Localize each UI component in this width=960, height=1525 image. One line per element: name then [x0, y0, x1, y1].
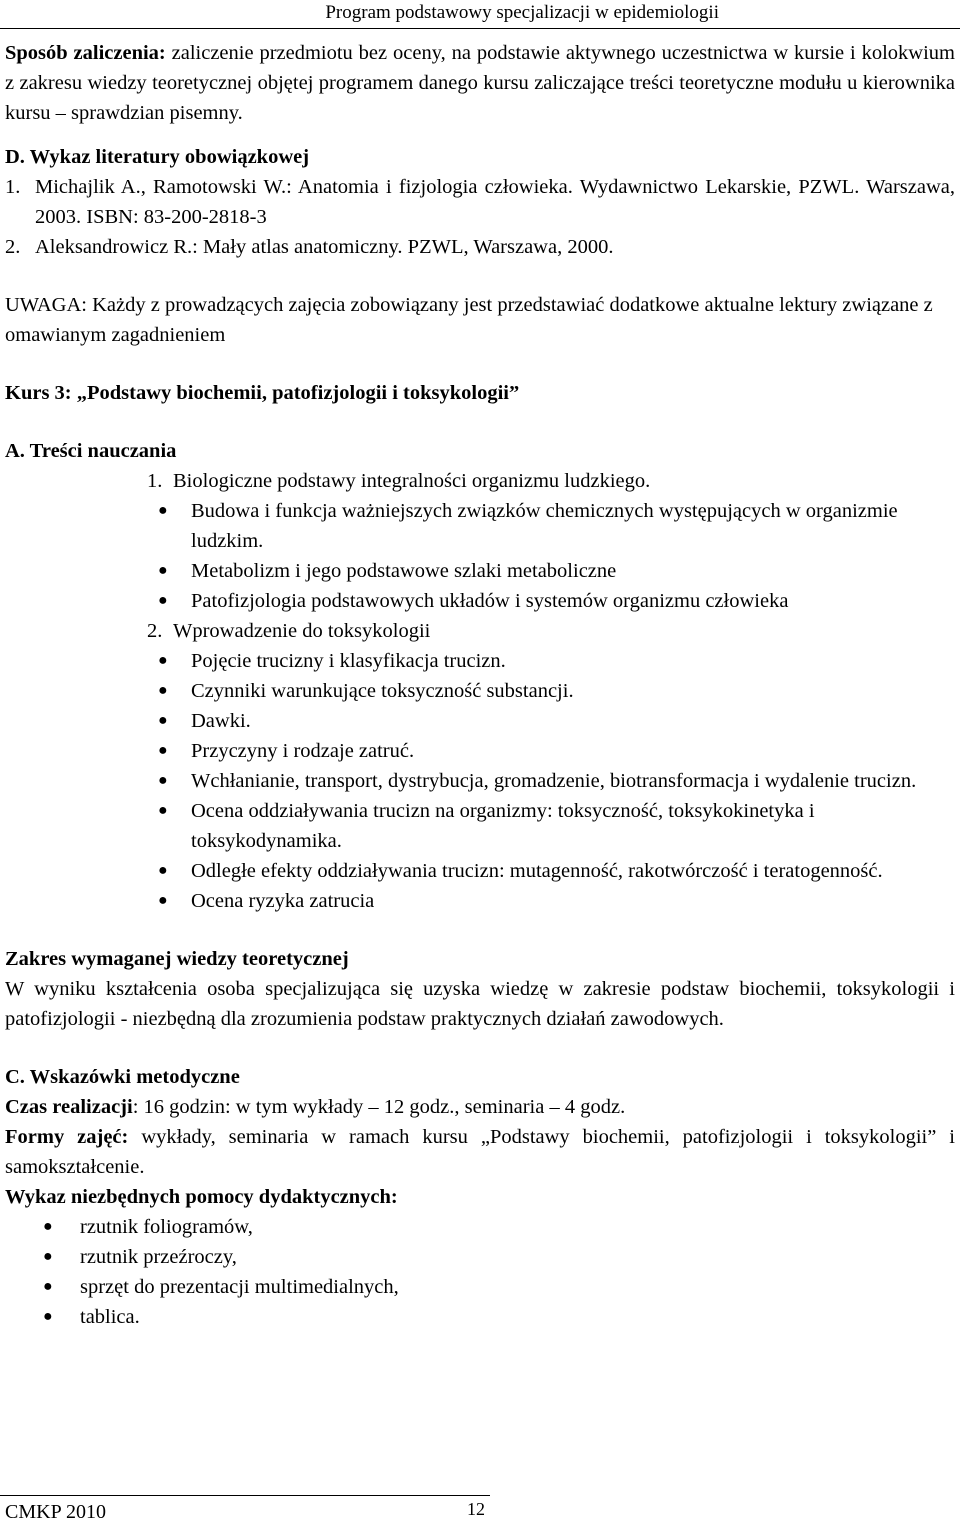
list-item: ● sprzęt do prezentacji multimedialnych,: [5, 1272, 955, 1302]
footer-label: CMKP 2010: [5, 1501, 106, 1523]
list-item: ● tablica.: [5, 1302, 955, 1332]
bullet-icon: ●: [158, 742, 168, 759]
list-item: ● Patofizjologia podstawowych układów i systemów organizmu człowieka: [5, 586, 955, 616]
list-item: ● rzutnik foliogramów,: [5, 1212, 955, 1242]
list-item: ● Budowa i funkcja ważniejszych związków chemicznych występujących w organizmie ludzkim.: [5, 496, 955, 556]
header-rule: [0, 28, 960, 29]
footer-rule: [0, 1495, 490, 1496]
running-header: [0, 0, 960, 26]
literature-heading: D. Wykaz literatury obowiązkowej: [5, 146, 310, 168]
list-item: ● Pojęcie trucizny i klasyfikacja trucizn.: [5, 646, 955, 676]
course-title: Kurs 3: „Podstawy biochemii, patofizjologii i toksykologii”: [5, 382, 520, 404]
aids-heading: Wykaz niezbędnych pomocy dydaktycznych:: [5, 1186, 398, 1208]
list-item: ● Przyczyny i rodzaje zatruć.: [5, 736, 955, 766]
list-item: ● Ocena ryzyka zatrucia: [5, 886, 955, 916]
methods-heading: C. Wskazówki metodyczne: [5, 1066, 240, 1088]
section-bullets: [5, 496, 955, 616]
bullet-icon: ●: [158, 712, 168, 729]
note-paragraph: UWAGA: Każdy z prowadzących zajęcia zobowiązany jest przedstawiać dodatkowe aktualne lektury związane z omawianym zagadnieniem: [5, 294, 933, 346]
aids-list: [5, 1212, 955, 1332]
literature-item: 1. Michajlik A., Ramotowski W.: Anatomia i fizjologia człowieka. Wydawnictwo Lekarskie, PZWL. Warszawa, 2003. ISBN: 83-200-2818-3: [5, 176, 955, 228]
literature-item: 2. Aleksandrowicz R.: Mały atlas anatomiczny. PZWL, Warszawa, 2000.: [5, 236, 614, 258]
knowledge-text: W wyniku kształcenia osoba specjalizująca się uzyska wiedzę w zakresie podstaw biochemii, toksykologii i patofizjologii - niezbędną dla zrozumienia podstaw praktycznych działań zawodowych.: [5, 978, 955, 1030]
list-item: ● Wchłanianie, transport, dystrybucja, gromadzenie, biotransformacja i wydalenie trucizn.: [5, 766, 955, 796]
bullet-icon: ●: [158, 652, 168, 669]
passing-text: zaliczenie przedmiotu bez oceny, na podstawie aktywnego uczestnictwa w kursie i kolokwium z zakresu wiedzy teoretycznej objętej programem danego kursu zaliczające treści teoretyczne modułu u kierownika kursu – sprawdzian pisemny.: [5, 42, 955, 124]
bullet-icon: ●: [158, 562, 168, 579]
running-title: Program podstawowy specjalizacji w epidemiologii: [325, 2, 719, 23]
list-item: ● Metabolizm i jego podstawowe szlaki metaboliczne: [5, 556, 955, 586]
list-item: ● Ocena oddziaływania trucizn na organizmy: toksyczność, toksykokinetyka i toksykodynamika.: [5, 796, 955, 856]
page-number: 12: [467, 1499, 485, 1519]
literature-list: [5, 172, 955, 262]
section-title: 1. Biologiczne podstawy integralności organizmu ludzkiego.: [147, 470, 651, 492]
bullet-icon: ●: [158, 772, 168, 789]
list-item: ● rzutnik przeźroczy,: [5, 1242, 955, 1272]
knowledge-heading: Zakres wymaganej wiedzy teoretycznej: [5, 948, 349, 970]
bullet-icon: ●: [43, 1278, 53, 1295]
passing-label: Sposób zaliczenia:: [5, 42, 166, 64]
section-bullets: [5, 646, 955, 916]
bullet-icon: ●: [43, 1218, 53, 1235]
bullet-icon: ●: [158, 862, 168, 879]
bullet-icon: ●: [43, 1308, 53, 1325]
list-item: ● Odległe efekty oddziaływania trucizn: mutagenność, rakotwórczość i teratogenność.: [5, 856, 955, 886]
bullet-icon: ●: [158, 592, 168, 609]
section-title: 2. Wprowadzenie do toksykologii: [147, 620, 431, 642]
list-item: ● Dawki.: [5, 706, 955, 736]
time-line: Czas realizacji: 16 godzin: w tym wykłady – 12 godz., seminaria – 4 godz.: [5, 1096, 626, 1118]
contents-heading: A. Treści nauczania: [5, 440, 177, 462]
bullet-icon: ●: [158, 802, 168, 819]
passing-paragraph: [5, 38, 955, 128]
list-item: ● Czynniki warunkujące toksyczność substancji.: [5, 676, 955, 706]
page-content: [5, 38, 955, 1332]
forms-paragraph: Formy zajęć: wykłady, seminaria w ramach kursu „Podstawy biochemii, patofizjologii i toksykologii” i samokształcenie.: [5, 1126, 955, 1178]
bullet-icon: ●: [43, 1248, 53, 1265]
bullet-icon: ●: [158, 892, 168, 909]
bullet-icon: ●: [158, 682, 168, 699]
bullet-icon: ●: [158, 502, 168, 519]
